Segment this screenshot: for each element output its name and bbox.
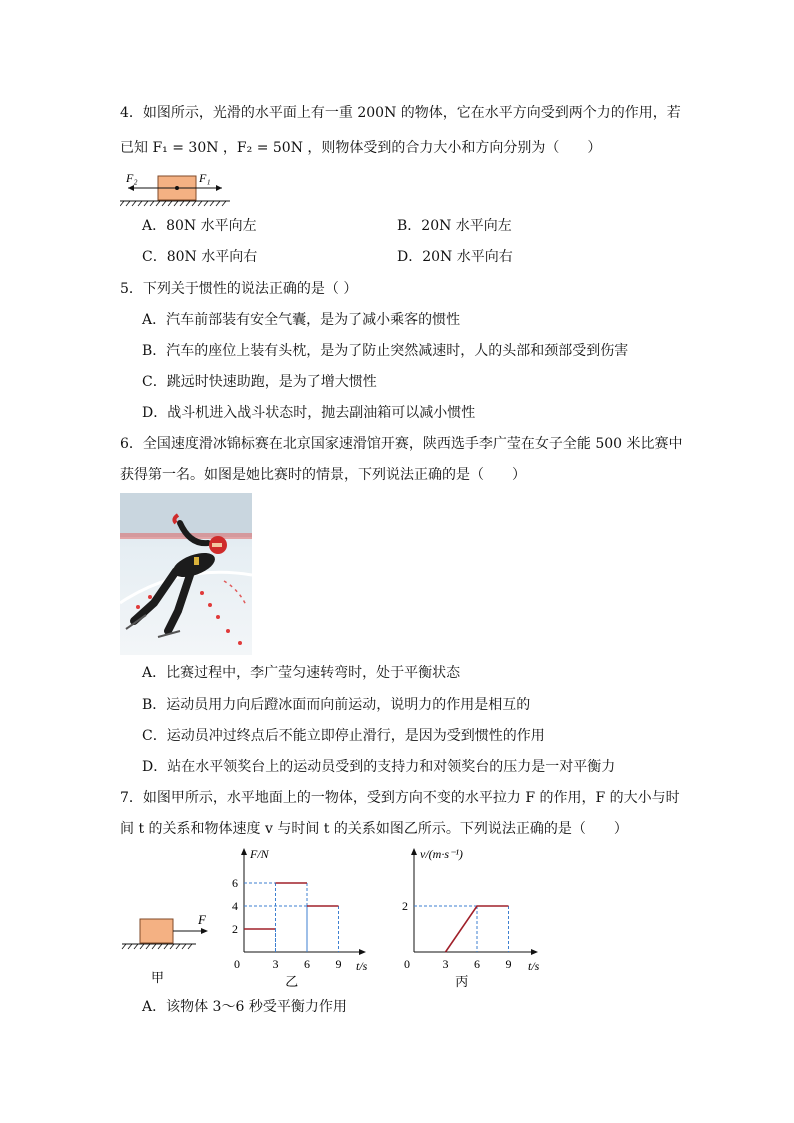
x-axis-arrow: [359, 949, 366, 955]
q5-option-b: B．汽车的座位上装有头枕，是为了防止突然减速时，人的头部和颈部受到伤害: [142, 343, 629, 359]
x-tick-label: 3: [442, 957, 449, 971]
q5-option-d: D．战斗机进入战斗状态时，抛去副油箱可以减小惯性: [142, 405, 476, 421]
q4-option-a: A．80N 水平向左: [142, 218, 257, 234]
x-axis-label: t/s: [356, 959, 368, 973]
q6-option-c: C．运动员冲过终点后不能立即停止滑行，是因为受到惯性的作用: [142, 728, 545, 744]
q6-option-a: A．比赛过程中，李广莹匀速转弯时，处于平衡状态: [142, 665, 461, 681]
y-tick-label: 2: [232, 922, 238, 936]
x-tick-label: 3: [272, 957, 279, 971]
y-tick-label: 4: [232, 899, 238, 913]
q7-block: [140, 919, 173, 943]
q7-chart-force-time: [226, 848, 386, 988]
x-tick-label: 9: [335, 957, 342, 971]
q4-stem-line1: 4．如图所示，光滑的水平面上有一重 200N 的物体，它在水平方向受到两个力的作用，若: [120, 105, 681, 121]
q7-stem-line2: 间 t 的关系和物体速度 v 与时间 t 的关系如图乙所示。下列说法正确的是（ ）: [120, 821, 628, 837]
speed-skater-photo: [120, 493, 252, 655]
x-tick-label: 6: [304, 957, 310, 971]
q6-stem-line1: 6．全国速度滑冰锦标赛在北京国家速滑馆开赛，陕西选手李广莹在女子全能 500 米比赛中: [120, 436, 683, 452]
q7-chart-velocity-time: [396, 848, 566, 988]
y-axis-arrow: [241, 848, 247, 855]
q7-stem-line1: 7．如图甲所示，水平地面上的一物体，受到方向不变的水平拉力 F 的作用，F 的大小与时: [120, 790, 680, 806]
origin-label: 0: [234, 957, 240, 971]
q6-option-b: B．运动员用力向后蹬冰面而向前运动，说明力的作用是相互的: [142, 697, 531, 713]
q7-caption-yi: 乙: [285, 974, 299, 988]
y-axis-label: v/(m·s⁻¹): [420, 848, 463, 861]
y-axis-arrow: [411, 848, 417, 855]
q7-caption-bing: 丙: [455, 974, 469, 988]
q4-f1-label: F₁: [199, 171, 211, 185]
q6-stem-line2: 获得第一名。如图是她比赛时的情景，下列说法正确的是（ ）: [120, 467, 526, 483]
y-tick-label: 2: [402, 899, 408, 913]
q7-caption-jia: 甲: [151, 970, 165, 985]
q5-stem: 5．下列关于惯性的说法正确的是（ ）: [120, 281, 358, 297]
q7-option-a: A．该物体 3～6 秒受平衡力作用: [142, 999, 347, 1015]
q6-option-d: D．站在水平领奖台上的运动员受到的支持力和对领奖台的压力是一对平衡力: [142, 759, 616, 775]
q4-f2-label: F₂: [126, 171, 138, 185]
x-axis-arrow: [531, 949, 538, 955]
q4-option-d: D．20N 水平向右: [397, 249, 513, 265]
y-tick-label: 6: [232, 876, 238, 890]
y-axis-label: F/N: [250, 848, 269, 861]
q4-option-c: C．80N 水平向右: [142, 249, 258, 265]
q5-option-c: C．跳远时快速助跑，是为了增大惯性: [142, 374, 377, 390]
x-tick-label: 6: [474, 957, 480, 971]
q5-option-a: A．汽车前部装有安全气囊，是为了减小乘客的惯性: [142, 312, 461, 328]
q4-stem-line2: 已知 F₁ = 30N ，F₂ = 50N ，则物体受到的合力大小和方向分别为（ ）: [120, 140, 602, 156]
q4-figure: [120, 166, 230, 210]
x-axis-label: t/s: [528, 959, 540, 973]
q4-option-b: B．20N 水平向左: [397, 218, 512, 234]
q7-force-label: F: [198, 912, 206, 927]
x-tick-label: 9: [505, 957, 512, 971]
origin-label: 0: [404, 957, 410, 971]
q7-figure-jia: [118, 908, 218, 988]
